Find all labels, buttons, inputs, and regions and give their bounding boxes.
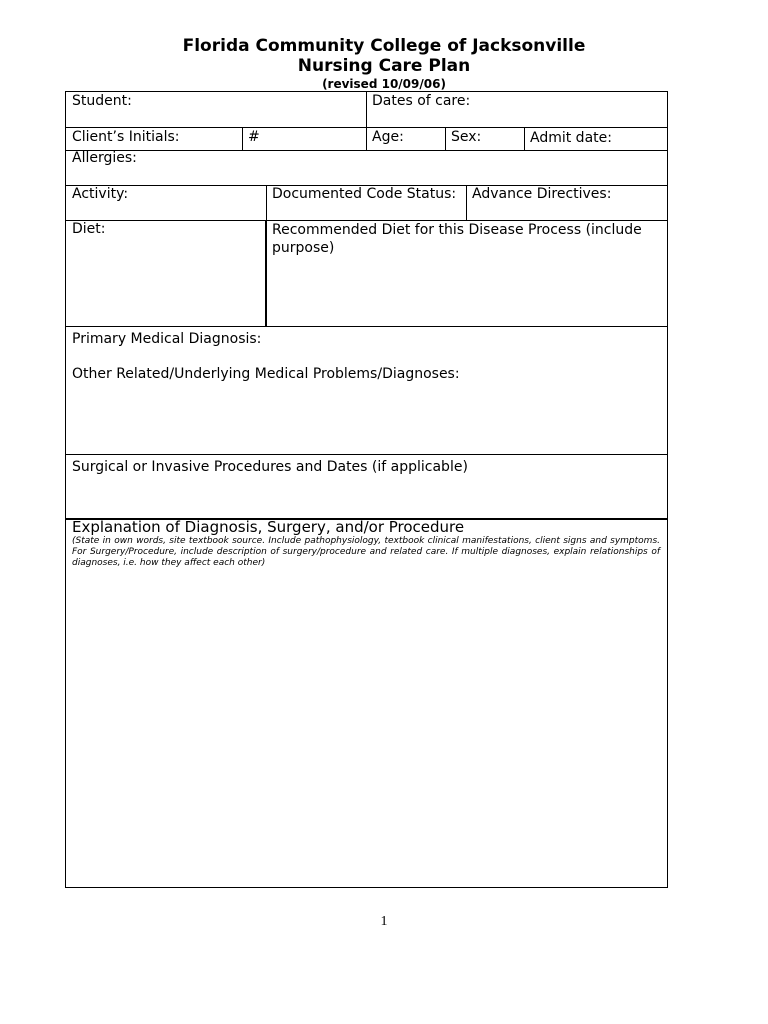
code-status-field[interactable]: Documented Code Status: — [272, 186, 457, 202]
diet-field[interactable]: Diet: — [72, 221, 106, 237]
column-divider — [266, 186, 267, 221]
column-divider — [524, 128, 525, 151]
form-title: Nursing Care Plan — [297, 56, 471, 76]
sex-field[interactable]: Sex: — [451, 129, 482, 145]
row-divider — [66, 326, 667, 327]
row-divider — [66, 454, 667, 455]
activity-field[interactable]: Activity: — [72, 186, 129, 202]
college-name: Florida Community College of Jacksonville — [182, 36, 586, 56]
recommended-diet-field[interactable]: Recommended Diet for this Disease Process (include purpose) — [272, 222, 642, 256]
care-plan-form — [65, 91, 668, 888]
if-applicable-note: (if applicable) — [371, 459, 468, 475]
explanation-field[interactable]: Explanation of Diagnosis, Surgery, and/or Procedure — [72, 518, 465, 536]
column-divider — [366, 92, 367, 128]
column-divider — [466, 186, 467, 221]
advance-directives-field[interactable]: Advance Directives: — [472, 186, 612, 202]
column-divider — [265, 221, 267, 327]
student-field[interactable]: Student: — [72, 93, 132, 109]
allergies-field[interactable]: Allergies: — [72, 150, 137, 166]
surgical-procedures-label: Surgical or Invasive Procedures and Dates — [72, 459, 368, 475]
number-field[interactable]: # — [248, 129, 260, 145]
page-number: 1 — [380, 914, 388, 929]
primary-diagnosis-field[interactable]: Primary Medical Diagnosis: — [72, 331, 262, 347]
other-problems-field[interactable]: Other Related/Underlying Medical Problems/Diagnoses: — [72, 366, 460, 382]
admit-date-field[interactable]: Admit date: — [530, 130, 612, 146]
revision-date: (revised 10/09/06) — [322, 77, 446, 91]
column-divider — [242, 128, 243, 151]
clients-initials-field[interactable]: Client’s Initials: — [72, 129, 180, 145]
dates-of-care-field[interactable]: Dates of care: — [372, 93, 471, 109]
surgical-procedures-field[interactable] — [72, 459, 468, 476]
explanation-instructions: (State in own words, site textbook source. Include pathophysiology, textbook clinical manifestations, client signs and symptoms. For Surgery/Procedure, include description of surgery/procedure and related care. If multiple diagnoses, explain relationships of diagnoses, i.e. how they affect each other) — [72, 536, 660, 568]
column-divider — [366, 128, 367, 151]
age-field[interactable]: Age: — [372, 129, 404, 145]
column-divider — [445, 128, 446, 151]
